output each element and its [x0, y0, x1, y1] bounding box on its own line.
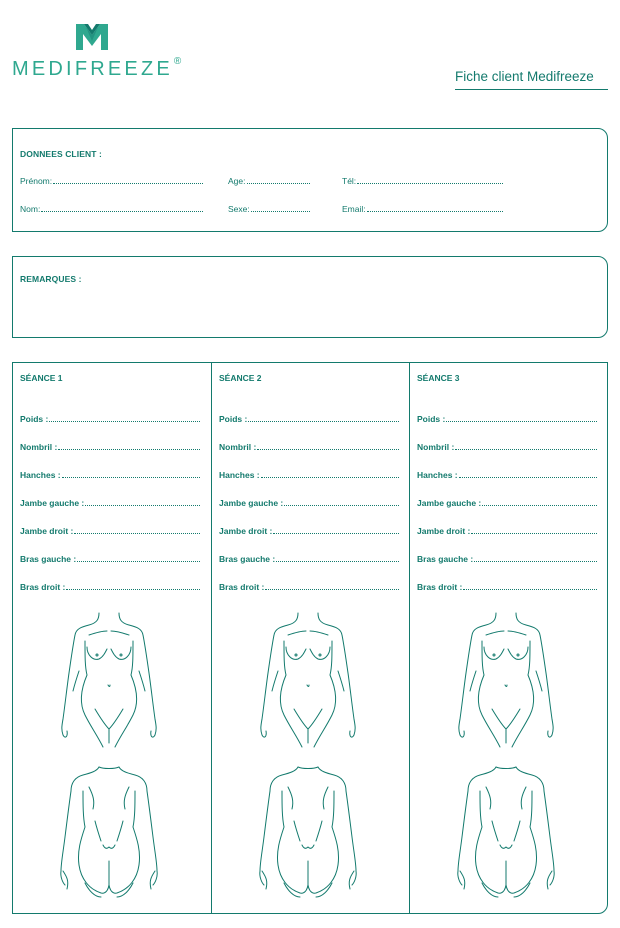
sessions-section [12, 362, 608, 914]
measure-jambe-gauche[interactable] [417, 498, 597, 508]
session-title: SÉANCE 2 [219, 373, 262, 383]
brand-wordmark-bold: MEDI [12, 58, 75, 80]
measure-line [62, 470, 200, 478]
measure-label: Hanches : [219, 470, 260, 480]
measure-hanches[interactable] [20, 470, 200, 480]
measure-line [85, 498, 200, 506]
body-back-outline-icon [59, 765, 159, 899]
measure-line [261, 470, 399, 478]
session-title: SÉANCE 3 [417, 373, 460, 383]
email-line [367, 204, 503, 212]
session-title: SÉANCE 1 [20, 373, 63, 383]
sexe-line [251, 204, 310, 212]
age-field[interactable] [228, 176, 310, 186]
measure-label: Bras gauche : [219, 554, 276, 564]
client-section-label: DONNEES CLIENT : [20, 149, 102, 159]
measure-label: Poids : [417, 414, 446, 424]
measure-jambe-droit[interactable] [20, 526, 200, 536]
measure-poids[interactable] [20, 414, 200, 424]
measure-line [49, 414, 200, 422]
measure-label: Hanches : [417, 470, 458, 480]
measure-bras-gauche[interactable] [20, 554, 200, 564]
body-front-outline-icon [456, 611, 556, 751]
measure-nombril[interactable] [417, 442, 597, 452]
email-field[interactable] [342, 204, 503, 214]
body-front-outline-icon [258, 611, 358, 751]
measure-label: Jambe droit : [20, 526, 74, 536]
client-data-section [12, 128, 608, 232]
email-label: Email: [342, 204, 366, 214]
measure-line [74, 526, 200, 534]
measure-label: Bras droit : [219, 582, 265, 592]
remarks-section[interactable] [12, 256, 608, 338]
measure-label: Nombril : [20, 442, 58, 452]
measure-line [446, 414, 597, 422]
measure-label: Jambe droit : [417, 526, 471, 536]
measure-bras-droit[interactable] [219, 582, 399, 592]
prenom-label: Prénom: [20, 176, 53, 186]
nom-field[interactable] [20, 204, 203, 214]
measure-line [273, 526, 399, 534]
measure-line [471, 526, 597, 534]
measure-bras-gauche[interactable] [219, 554, 399, 564]
measure-line [455, 442, 597, 450]
measure-line [482, 498, 597, 506]
measure-jambe-droit[interactable] [417, 526, 597, 536]
measure-label: Poids : [219, 414, 248, 424]
session-column-3 [410, 363, 608, 913]
measure-poids[interactable] [219, 414, 399, 424]
measure-label: Jambe droit : [219, 526, 273, 536]
registered-mark: ® [173, 56, 182, 67]
measure-label: Bras gauche : [20, 554, 77, 564]
measure-label: Bras gauche : [417, 554, 474, 564]
measure-label: Jambe gauche : [417, 498, 482, 508]
measure-hanches[interactable] [417, 470, 597, 480]
body-front-outline-icon [59, 611, 159, 751]
session-column-2 [212, 363, 410, 913]
medifreeze-m-logo-icon [76, 24, 108, 50]
measure-bras-gauche[interactable] [417, 554, 597, 564]
measure-jambe-gauche[interactable] [219, 498, 399, 508]
measure-line [459, 470, 597, 478]
measure-bras-droit[interactable] [417, 582, 597, 592]
sexe-label: Sexe: [228, 204, 250, 214]
tel-line [357, 176, 503, 184]
nom-line [41, 204, 203, 212]
measure-line [58, 442, 200, 450]
measure-label: Jambe gauche : [219, 498, 284, 508]
prenom-line [53, 176, 203, 184]
tel-field[interactable] [342, 176, 503, 186]
measure-label: Bras droit : [20, 582, 66, 592]
measure-line [463, 582, 597, 590]
sexe-field[interactable] [228, 204, 310, 214]
age-line [247, 176, 311, 184]
measure-nombril[interactable] [20, 442, 200, 452]
remarks-section-label: REMARQUES : [20, 274, 82, 284]
prenom-field[interactable] [20, 176, 203, 186]
brand-logo [12, 24, 192, 84]
age-label: Age: [228, 176, 246, 186]
body-back-outline-icon [258, 765, 358, 899]
session-column-1 [13, 363, 211, 913]
measure-line [284, 498, 399, 506]
measure-line [66, 582, 200, 590]
tel-label: Tél: [342, 176, 357, 186]
brand-wordmark-rest: FREEZE [74, 58, 173, 80]
measure-label: Jambe gauche : [20, 498, 85, 508]
measure-label: Nombril : [219, 442, 257, 452]
measure-label: Poids : [20, 414, 49, 424]
document-title: Fiche client Medifreeze [455, 69, 608, 90]
measure-label: Nombril : [417, 442, 455, 452]
measure-bras-droit[interactable] [20, 582, 200, 592]
measure-label: Bras droit : [417, 582, 463, 592]
measure-jambe-gauche[interactable] [20, 498, 200, 508]
nom-label: Nom: [20, 204, 41, 214]
measure-jambe-droit[interactable] [219, 526, 399, 536]
brand-wordmark [12, 58, 181, 81]
body-back-outline-icon [456, 765, 556, 899]
measure-label: Hanches : [20, 470, 61, 480]
measure-hanches[interactable] [219, 470, 399, 480]
measure-line [474, 554, 597, 562]
measure-line [265, 582, 399, 590]
measure-line [77, 554, 200, 562]
measure-line [276, 554, 399, 562]
measure-line [248, 414, 399, 422]
measure-line [257, 442, 399, 450]
measure-nombril[interactable] [219, 442, 399, 452]
measure-poids[interactable] [417, 414, 597, 424]
